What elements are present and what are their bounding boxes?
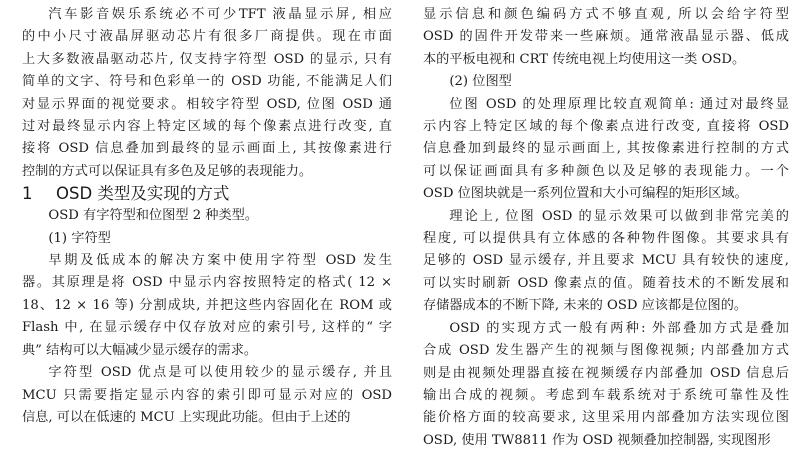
text-line: 足够的 OSD 显示缓存, 并且要求 MCU 具有较快的速度, [423, 253, 789, 269]
text-line: 合成 OSD 发生器产生的视频与图像视频; 内部叠加方式 [423, 343, 789, 359]
text-line: 接将 OSD 信息叠加到最终的显示画面上, 其按像素进行 [22, 141, 392, 157]
subsection-heading: (2) 位图型 [449, 74, 512, 90]
text-line: 存储器成本的不断下降, 未来的 OSD 应该都是位图的。 [423, 298, 748, 314]
text-line: 控制的方式可以保证具有多色及足够的表现能力。 [22, 163, 313, 179]
text-line: 器。其原理是将 OSD 中显示内容按照特定的格式( 12 × [22, 275, 392, 291]
text-line: 程度, 可以提供具有立体感的各种物件图像。其要求具有 [423, 231, 789, 247]
text-line: 早期及低成本的解决方案中使用字符型 OSD 发生 [48, 253, 392, 269]
text-line: 汽车影音娱乐系统必不可少TFT 液晶显示屏, 相应 [48, 7, 392, 22]
left-column [22, 4, 392, 429]
text-line: OSD 位图块就是一系列位置和大小可编程的矩形区域。 [423, 186, 748, 202]
text-line: 对显示界面的视觉要求。相较字符型 OSD, 位图 OSD 通 [22, 96, 392, 112]
text-line: 信息叠加到最终的显示画面上, 其按像素进行控制的方式 [423, 141, 789, 157]
text-line: 信息, 可以在低速的 MCU 上实现此功能。但由于上述的 [22, 409, 351, 425]
text-line: 18、12 × 16 等) 分割成块, 并把这些内容固化在 ROM 或 [22, 297, 392, 313]
text-line: 可以保证画面具有多种颜色以及足够的表现能力。一个 [423, 163, 789, 179]
subsection-heading: (1) 字符型 [48, 230, 111, 246]
text-line: 则是由视频处理器直接在视频缓存内部叠加 OSD 信息后 [423, 365, 789, 381]
text-line: OSD 的实现方式一般有两种: 外部叠加方式是叠加 [449, 320, 789, 336]
section-heading [22, 183, 392, 205]
text-line: 位图 OSD 的处理原理比较直观简单: 通过对最终显 [449, 96, 789, 112]
text-line: 的中小尺寸液晶屏驱动芯片有很多厂商提供。现在市面 [22, 29, 392, 45]
text-line: 过对最终显示内容上特定区域的每个像素点进行改变, 直 [22, 119, 392, 135]
text-line: 本的平板电视和 CRT 传统电视上均使用这一类 OSD。 [423, 51, 746, 67]
text-line: 能价格方面的较高要求, 这里采用内部叠加方法实现位图 [423, 410, 789, 426]
right-column [423, 4, 789, 452]
text-line: OSD 有字符型和位图型 2 种类型。 [48, 208, 259, 224]
text-line: 显示信息和颜色编码方式不够直观, 所以会给字符型 [423, 7, 789, 22]
text-line: 可以实时刷新 OSD 像素点的值。随着技术的不断发展和 [423, 275, 789, 291]
section-title: OSD 类型及实现的方式 [56, 184, 230, 204]
text-line: Flash 中, 在显示缓存中仅存放对应的索引号, 这样的“ 字 [22, 320, 392, 336]
text-line: 上大多数液晶驱动芯片, 仅支持字符型 OSD 的显示, 只有 [22, 51, 392, 67]
text-line: OSD 的固件开发带来一些麻烦。通常液晶显示器、低成 [423, 29, 789, 45]
section-number: 1 [22, 184, 33, 204]
text-line: 输出合成的视频。考虑到车载系统对于系统可靠性及性 [423, 387, 789, 403]
text-line: 典” 结构可以大幅减少显示缓存的需求。 [22, 342, 258, 358]
text-line: 字符型 OSD 优点是可以使用较少的显示缓存, 并且 [48, 365, 392, 381]
text-line: 理论上, 位图 OSD 的显示效果可以做到非常完美的 [449, 208, 789, 224]
text-line: MCU 只需要指定显示内容的索引即可显示对应的 OSD [22, 387, 392, 403]
text-line: 简单的文字、符号和色彩单一的 OSD 功能, 不能满足人们 [22, 74, 392, 90]
text-line: 示内容上特定区域的每个像素点进行改变, 直接将 OSD [423, 119, 789, 135]
text-line: OSD, 使用 TW8811 作为 OSD 视频叠加控制器, 实现图形 [423, 432, 771, 448]
